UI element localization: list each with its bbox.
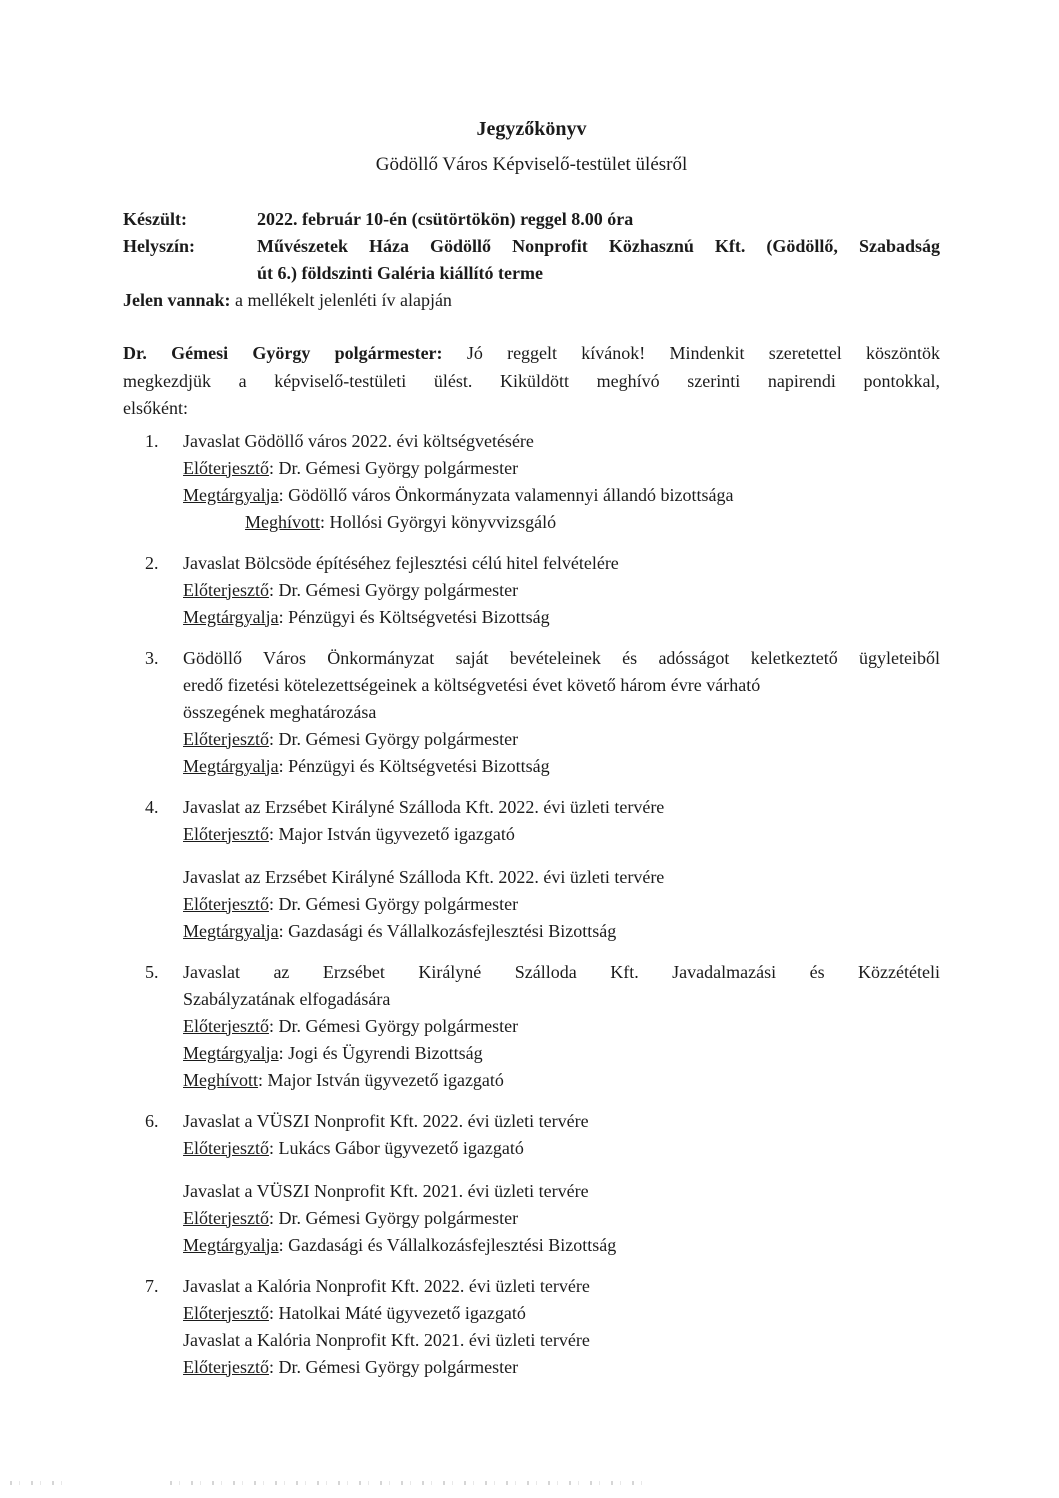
agenda-item-detail: Megtárgyalja: Pénzügyi és Költségvetési Bizottság (183, 606, 550, 627)
speech-line1-text: Jó reggelt kívánok! Mindenkit szeretettel köszöntök (466, 343, 941, 363)
meta-row-jelen (123, 287, 940, 314)
jelen-value: a mellékelt jelenléti ív alapján (235, 290, 452, 310)
agenda-item (123, 794, 940, 945)
agenda-item-title (183, 1327, 940, 1354)
agenda-item-title (183, 428, 940, 455)
agenda-title-line: Javaslat az Erzsébet Királyné Szálloda Kft. 2022. évi üzleti tervére (183, 796, 665, 817)
blank-line (183, 1162, 940, 1178)
agenda-title-line: Javaslat a VÜSZI Nonprofit Kft. 2021. évi üzleti tervére (183, 1180, 589, 1201)
agenda-title-line: eredő fizetési kötelezettségeinek a költségvetési évet követő három évre várható (183, 674, 761, 695)
agenda-title-line: Javaslat Bölcsöde építéséhez fejlesztési célú hitel felvételére (183, 552, 619, 573)
scan-artifact (10, 1481, 68, 1485)
agenda-item-title (183, 864, 940, 891)
keszult-label: Készült: (123, 209, 187, 229)
speaker-name: Dr. Gémesi György polgármester: (123, 343, 443, 363)
speech-paragraph (123, 340, 940, 423)
meta-row-keszult (123, 206, 940, 233)
agenda-item-number: 1. (145, 430, 159, 451)
agenda-item-detail: Előterjesztő: Lukács Gábor ügyvezető igazgató (183, 1137, 524, 1158)
agenda-item-content (183, 794, 940, 945)
agenda-item-detail: Előterjesztő: Dr. Gémesi György polgármester (183, 579, 519, 600)
agenda-item-detail: Előterjesztő: Dr. Gémesi György polgármester (183, 1356, 519, 1377)
agenda-item-detail: Előterjesztő: Dr. Gémesi György polgármester (183, 1015, 519, 1036)
agenda-detail-label: Megtárgyalja (183, 1234, 279, 1255)
agenda-item-title (183, 794, 940, 821)
agenda-detail-label: Megtárgyalja (183, 484, 279, 505)
agenda-item-content (183, 645, 940, 780)
agenda-title-line: Javaslat a Kalória Nonprofit Kft. 2022. évi üzleti tervére (183, 1275, 590, 1296)
agenda-item-detail: Megtárgyalja: Gödöllő város Önkormányzata valamennyi állandó bizottsága (183, 484, 734, 505)
agenda-item-number: 2. (145, 552, 159, 573)
agenda-item-detail: Megtárgyalja: Gazdasági és Vállalkozásfejlesztési Bizottság (183, 920, 617, 941)
agenda-item (123, 1273, 940, 1381)
jelen-label: Jelen vannak: (123, 290, 231, 310)
agenda-item-title (183, 1178, 940, 1205)
helyszin-value-line1: Művészetek Háza Gödöllő Nonprofit Közhasznú Kft. (Gödöllő, Szabadság (257, 236, 940, 256)
agenda-item-detail: Előterjesztő: Hatolkai Máté ügyvezető igazgató (183, 1302, 526, 1323)
helyszin-value-line2: út 6.) földszinti Galéria kiállító terme (257, 263, 543, 283)
document-title: Jegyzőkönyv (476, 118, 587, 140)
agenda-item (123, 428, 940, 536)
agenda-detail-label: Előterjesztő (183, 1207, 269, 1228)
blank-line (183, 848, 940, 864)
agenda-item-detail: Előterjesztő: Dr. Gémesi György polgármester (183, 893, 519, 914)
agenda-detail-label: Előterjesztő (183, 1302, 269, 1323)
agenda-item-number: 3. (145, 647, 159, 668)
keszult-value: 2022. február 10-én (csütörtökön) reggel 8.00 óra (257, 209, 634, 229)
agenda-detail-label: Előterjesztő (183, 823, 269, 844)
agenda-item-content (183, 1108, 940, 1259)
speech-line2: megkezdjük a képviselő-testületi ülést. Kiküldött meghívó szerinti napirendi pontokkal, (123, 370, 940, 391)
agenda-item-detail: Előterjesztő: Major István ügyvezető igazgató (183, 823, 515, 844)
agenda-item-detail: Megtárgyalja: Gazdasági és Vállalkozásfejlesztési Bizottság (183, 1234, 617, 1255)
agenda-item-detail: Előterjesztő: Dr. Gémesi György polgármester (183, 728, 519, 749)
agenda-detail-label: Meghívott (245, 511, 320, 532)
agenda-item-detail: Előterjesztő: Dr. Gémesi György polgármester (183, 1207, 519, 1228)
agenda-item-content (183, 1273, 940, 1381)
agenda-detail-label: Előterjesztő (183, 1356, 269, 1377)
helyszin-label: Helyszín: (123, 236, 195, 256)
agenda-item-number: 4. (145, 796, 159, 817)
agenda-item-number: 7. (145, 1275, 159, 1296)
agenda-detail-label: Előterjesztő (183, 728, 269, 749)
agenda-item-detail: Meghívott: Major István ügyvezető igazgató (183, 1069, 504, 1090)
speech-line1 (123, 340, 940, 368)
agenda-item-content (183, 550, 940, 631)
scan-artifact (170, 1481, 652, 1485)
agenda-item-detail: Előterjesztő: Dr. Gémesi György polgármester (183, 457, 519, 478)
agenda-item (123, 959, 940, 1094)
agenda-item (123, 550, 940, 631)
agenda-item-detail: Megtárgyalja: Pénzügyi és Költségvetési Bizottság (183, 755, 550, 776)
document-subtitle: Gödöllő Város Képviselő-testület ülésről (375, 154, 688, 175)
agenda-detail-label: Megtárgyalja (183, 920, 279, 941)
agenda-detail-label: Előterjesztő (183, 457, 269, 478)
agenda-title-line: összegének meghatározása (183, 701, 377, 722)
agenda-detail-label: Meghívott (183, 1069, 258, 1090)
agenda-item-title (183, 550, 940, 577)
agenda-detail-label: Megtárgyalja (183, 1042, 279, 1063)
agenda-item-title (183, 959, 940, 1013)
agenda-detail-label: Megtárgyalja (183, 755, 279, 776)
agenda-title-line: Szabályzatának elfogadására (183, 988, 391, 1009)
agenda-item-detail: Meghívott: Hollósi Györgyi könyvvizsgáló (245, 511, 557, 532)
agenda-detail-label: Előterjesztő (183, 893, 269, 914)
agenda-detail-label: Előterjesztő (183, 1137, 269, 1158)
meta-row-helyszin (123, 233, 940, 287)
agenda-title-line: Javaslat a Kalória Nonprofit Kft. 2021. évi üzleti tervére (183, 1329, 590, 1350)
agenda-list (123, 428, 940, 1381)
meta-section (123, 206, 940, 314)
agenda-title-line: Javaslat az Erzsébet Királyné Szálloda Kft. 2022. évi üzleti tervére (183, 866, 665, 887)
agenda-item-detail: Megtárgyalja: Jogi és Ügyrendi Bizottság (183, 1042, 483, 1063)
agenda-detail-label: Előterjesztő (183, 579, 269, 600)
helyszin-value (257, 233, 940, 287)
agenda-item-content (183, 959, 940, 1094)
agenda-item (123, 1108, 940, 1259)
agenda-title-line: Javaslat az Erzsébet Királyné Szálloda Kft. Javadalmazási és Közzétételi (183, 961, 940, 982)
agenda-item-title (183, 1108, 940, 1135)
agenda-item-title (183, 645, 940, 726)
agenda-title-line: Gödöllő Város Önkormányzat saját bevételeinek és adósságot keletkeztető ügyleteiből (183, 647, 940, 668)
agenda-title-line: Javaslat Gödöllő város 2022. évi költségvetésére (183, 430, 534, 451)
agenda-title-line: Javaslat a VÜSZI Nonprofit Kft. 2022. évi üzleti tervére (183, 1110, 589, 1131)
agenda-detail-label: Megtárgyalja (183, 606, 279, 627)
agenda-detail-label: Előterjesztő (183, 1015, 269, 1036)
speech-line3: elsőként: (123, 398, 188, 418)
agenda-item-number: 6. (145, 1110, 159, 1131)
agenda-item-title (183, 1273, 940, 1300)
agenda-item-number: 5. (145, 961, 159, 982)
agenda-item (123, 645, 940, 780)
agenda-item-content (183, 428, 940, 536)
